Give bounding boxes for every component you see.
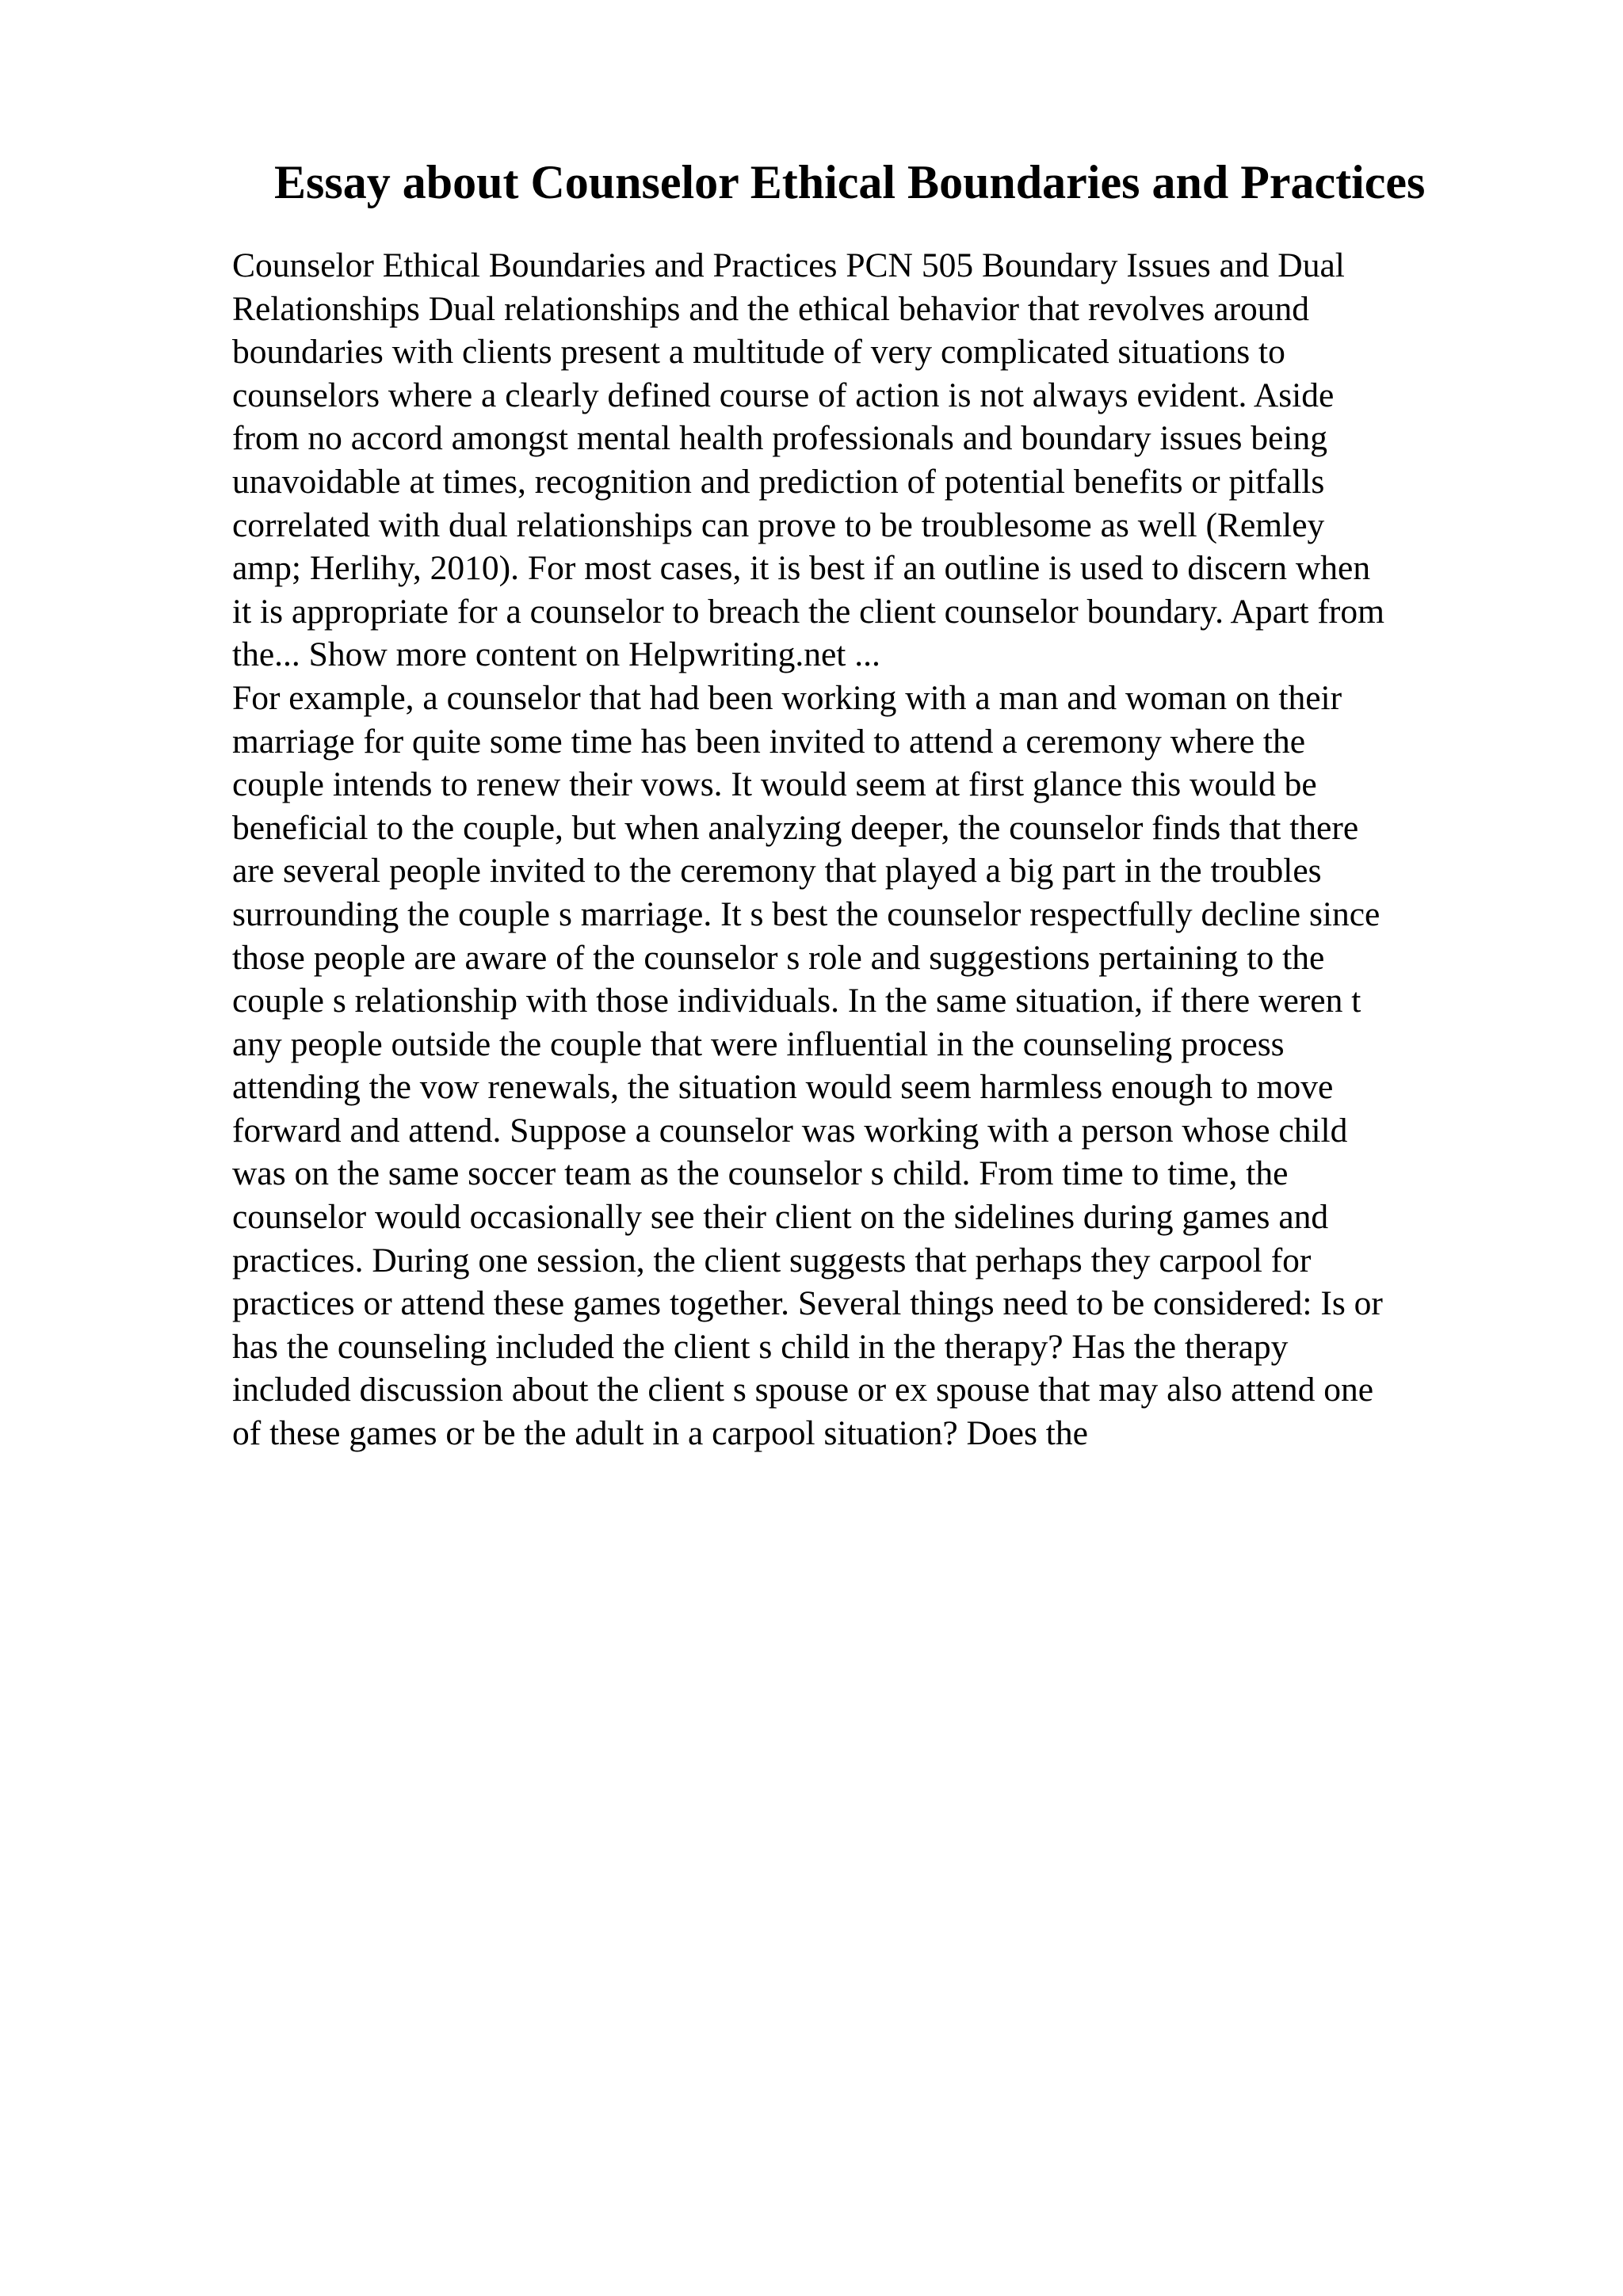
text-line: couple s relationship with those individuals. In the same situation, if there weren t (232, 982, 1361, 1020)
text-line: amp; Herlihy, 2010). For most cases, it is best if an outline is used to discern when (232, 549, 1371, 588)
text-line: it is appropriate for a counselor to breach the client counselor boundary. Apart from (232, 592, 1384, 631)
text-line: attending the vow renewals, the situation would seem harmless enough to move (232, 1068, 1334, 1107)
text-line: counselors where a clearly defined course of action is not always evident. Aside (232, 376, 1335, 414)
show-more-line: the... Show more content on Helpwriting.net ... (232, 635, 880, 674)
text-line: any people outside the couple that were influential in the counseling process (232, 1024, 1285, 1063)
text-line: from no accord amongst mental health professionals and boundary issues being (232, 419, 1327, 458)
text-line: practices or attend these games together. Several things need to be considered: Is or (232, 1284, 1383, 1323)
text-line: beneficial to the couple, but when analyzing deeper, the counselor finds that there (232, 808, 1359, 847)
text-line: couple intends to renew their vows. It would seem at first glance this would be (232, 765, 1317, 804)
text-line: unavoidable at times, recognition and prediction of potential benefits or pitfalls (232, 462, 1325, 501)
text-line: Relationships Dual relationships and the ethical behavior that revolves around (232, 289, 1310, 328)
text-line: For example, a counselor that had been working with a man and woman on their (232, 678, 1342, 717)
text-line: surrounding the couple s marriage. It s best the counselor respectfully decline since (232, 894, 1381, 933)
text-line: has the counseling included the client s child in the therapy? Has the therapy (232, 1327, 1289, 1366)
essay-body (232, 244, 1516, 1455)
text-line: Counselor Ethical Boundaries and Practices PCN 505 Boundary Issues and Dual (232, 246, 1345, 284)
text-line: of these games or be the adult in a carpool situation? Does the (232, 1414, 1088, 1453)
text-line: counselor would occasionally see their client on the sidelines during games and (232, 1198, 1329, 1237)
text-line: correlated with dual relationships can prove to be troublesome as well (Remley (232, 505, 1325, 544)
text-line: those people are aware of the counselor s role and suggestions pertaining to the (232, 938, 1325, 977)
text-line: forward and attend. Suppose a counselor was working with a person whose child (232, 1111, 1348, 1150)
text-line: was on the same soccer team as the counselor s child. From time to time, the (232, 1154, 1289, 1193)
text-line: are several people invited to the ceremony that played a big part in the troubles (232, 852, 1322, 891)
text-line: boundaries with clients present a multitude of very complicated situations to (232, 333, 1285, 372)
text-line: practices. During one session, the client suggests that perhaps they carpool for (232, 1241, 1312, 1280)
text-line: marriage for quite some time has been invited to attend a ceremony where the (232, 722, 1306, 761)
text-line: included discussion about the client s spouse or ex spouse that may also attend one (232, 1371, 1374, 1409)
document-title: Essay about Counselor Ethical Boundaries and Practices (274, 156, 1426, 208)
